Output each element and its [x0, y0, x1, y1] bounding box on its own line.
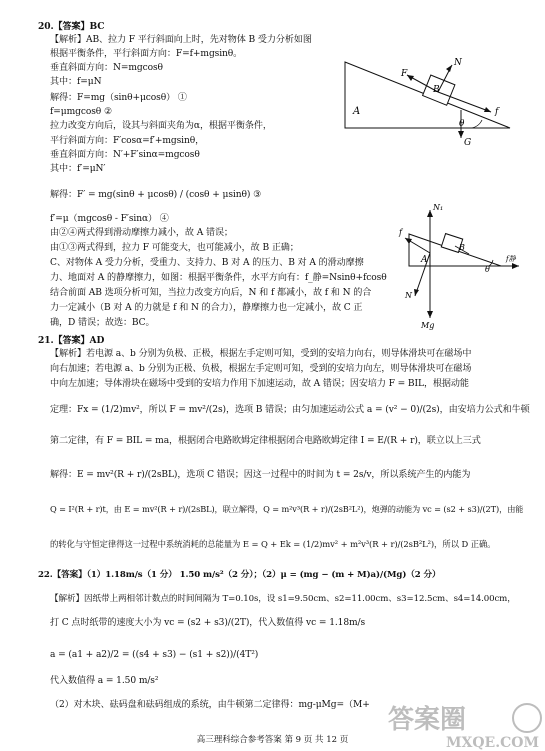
q20-line-14: 由①③两式得到，拉力 F 可能变大，也可能减小，故 B 正确； [50, 243, 299, 253]
fig1-label-f: f [495, 107, 499, 117]
q20-line-17: 结合前面 AB 选项分析可知，当拉力改变方向后，N 和 f 都减小，故 f 和 N 的合 [50, 288, 372, 298]
watermark-cn: 答案圈 [388, 705, 467, 735]
q20-header: 20.【答案】BC [38, 21, 105, 32]
q21-line-5: 第二定律，有 F = BIL = ma，根据闭合电路欧姆定律根据闭合电路欧姆定律 I = E/(R + r)，联立以上三式 [50, 436, 481, 446]
fig2-label-Mg: Mg [421, 321, 435, 330]
q20-line-13: 由②④两式得到滑动摩擦力减小，故 A 错误； [50, 228, 233, 238]
q21-header: 21.【答案】AD [38, 335, 105, 346]
q21-line-7: Q = I²(R + r)t，由 E = mv²(R + r)/(2sBL)，联立解得，Q = m²v³(R + r)/(2sB²L²)，炮弹的动能为 vc = (s2 + s3)/(2T)，由能 [50, 504, 524, 514]
q20-line-5: 解得：F=mg（sinθ+μcosθ） ① [50, 93, 187, 103]
q20-line-15: C、对物体 A 受力分析，受重力、支持力、B 对 A 的压力、B 对 A 的滑动摩擦 [50, 258, 364, 268]
q20-line-1: 【解析】AB、拉力 F 平行斜面向上时，先对物体 B 受力分析如图 [50, 35, 312, 45]
q22-line-5: （2）对木块、砝码盘和砝码组成的系统，由牛顿第二定律得：mg-μMg=（M+ [50, 700, 370, 710]
q21-line-4: 定理：Fx = (1/2)mv²，所以 F = mv²/(2s)，选项 B 错误；由匀加速运动公式 a = (v² − 0)/(2s)，由安培力公式和牛顿 [50, 405, 530, 415]
fig2-label-f-static: f静 [506, 255, 516, 263]
watermark-latin: MXQE.COM [446, 735, 539, 751]
q21-line-6: 解得：E = mv²(R + r)/(2sBL)，选项 C 错误；因这一过程中的时间为 t = 2s/v，所以系统产生的内能为 [50, 470, 471, 480]
q21-line-1: 【解析】若电源 a、b 分别为负极、正极，根据左手定则可知，受到的安培力向右，则导体滑块可在磁场中 [50, 349, 472, 359]
fig2-label-N: N [405, 291, 412, 300]
fig2-label-f: f [399, 228, 402, 237]
fig2-label-theta: θ [485, 265, 490, 274]
fig1-label-F: F [401, 69, 408, 79]
q21-line-8: 的转化与守恒定律得这一过程中系统消耗的总能量为 E = Q + Ek = (1/2)mv² + m²v³(R + r)/(2sB²L²)，所以 D 正确。 [50, 539, 496, 549]
q20-line-7: 拉力改变方向后，设其与斜面夹角为α，根据平衡条件， [50, 121, 272, 131]
fig1-label-B: B [433, 85, 440, 95]
q20-line-3: 垂直斜面方向：N=mgcosθ [50, 63, 163, 73]
q20-line-10: 其中：f′=μN′ [50, 164, 106, 174]
q22-header: 22.【答案】（1）1.18m/s（1 分） 1.50 m/s²（2 分）；（2）μ = (mg − (m + M)a)/(Mg)（2 分） [38, 570, 441, 580]
fig1-label-A: A [353, 106, 361, 117]
q20-line-4: 其中：f=μN [50, 77, 102, 87]
q20-line-9: 垂直斜面方向：N′+F′sinα=mgcosθ [50, 150, 200, 160]
q22-line-3: a = (a1 + a2)/2 = ((s4 + s3) − (s1 + s2))/(4T²) [50, 650, 259, 660]
q20-line-2: 根据平衡条件，平行斜面方向：F=f+mgsinθ。 [50, 49, 243, 59]
page-footer: 高三理科综合参考答案 第 9 页 共 12 页 [196, 735, 349, 745]
q20-line-11: 解得：F′ = mg(sinθ + μcosθ) / (cosθ + μsinθ) ③ [50, 190, 262, 200]
fig1-label-theta: θ [459, 119, 465, 129]
q20-line-8: 平行斜面方向：F′cosα=f′+mgsinθ， [50, 136, 205, 146]
q22-line-1: 【解析】因纸带上两相邻计数点的时间间隔为 T=0.10s，设 s1=9.50cm、s2=11.00cm、s3=12.5cm、s4=14.00cm， [50, 594, 516, 604]
q21-line-2: 向右加速；若电源 a、b 分别为正极、负极，根据左手定则可知，受到的安培力向左，则导体滑块可在磁场 [50, 364, 472, 374]
q20-line-12: f′=μ（mgcosθ - F′sinα） ④ [50, 214, 169, 224]
fig1-label-G: G [464, 138, 472, 148]
fig2-label-N1: N₁ [433, 203, 444, 212]
q20-line-19: 确，D 错误；故选：BC。 [50, 318, 155, 328]
q20-line-18: 力一定减小（B 对 A 的力就是 f 和 N 的合力），静摩擦力也一定减小，故 C 正 [50, 303, 363, 313]
q22-line-2: 打 C 点时纸带的速度大小为 vc = (s2 + s3)/(2T)，代入数值得 vc = 1.18m/s [50, 618, 366, 628]
q22-line-4: 代入数值得 a = 1.50 m/s² [50, 676, 159, 686]
q20-line-16: 力、地面对 A 的静摩擦力，如图：根据平衡条件，水平方向有：f_静=Nsinθ+fcosθ [50, 273, 387, 283]
fig2-label-A: A [421, 255, 428, 265]
q20-line-6: f=μmgcosθ ② [50, 107, 112, 117]
q21-line-3: 中向左加速；导体滑块在磁场中受到的安培力作用下加速运动，故 A 错误；因安培力 F = BIL，根据动能 [50, 379, 469, 389]
fig1-label-N: N [454, 58, 462, 68]
fig2-label-B: B [459, 243, 465, 252]
force-diagram-a [397, 198, 527, 330]
incline-force-diagram-b [335, 50, 520, 150]
